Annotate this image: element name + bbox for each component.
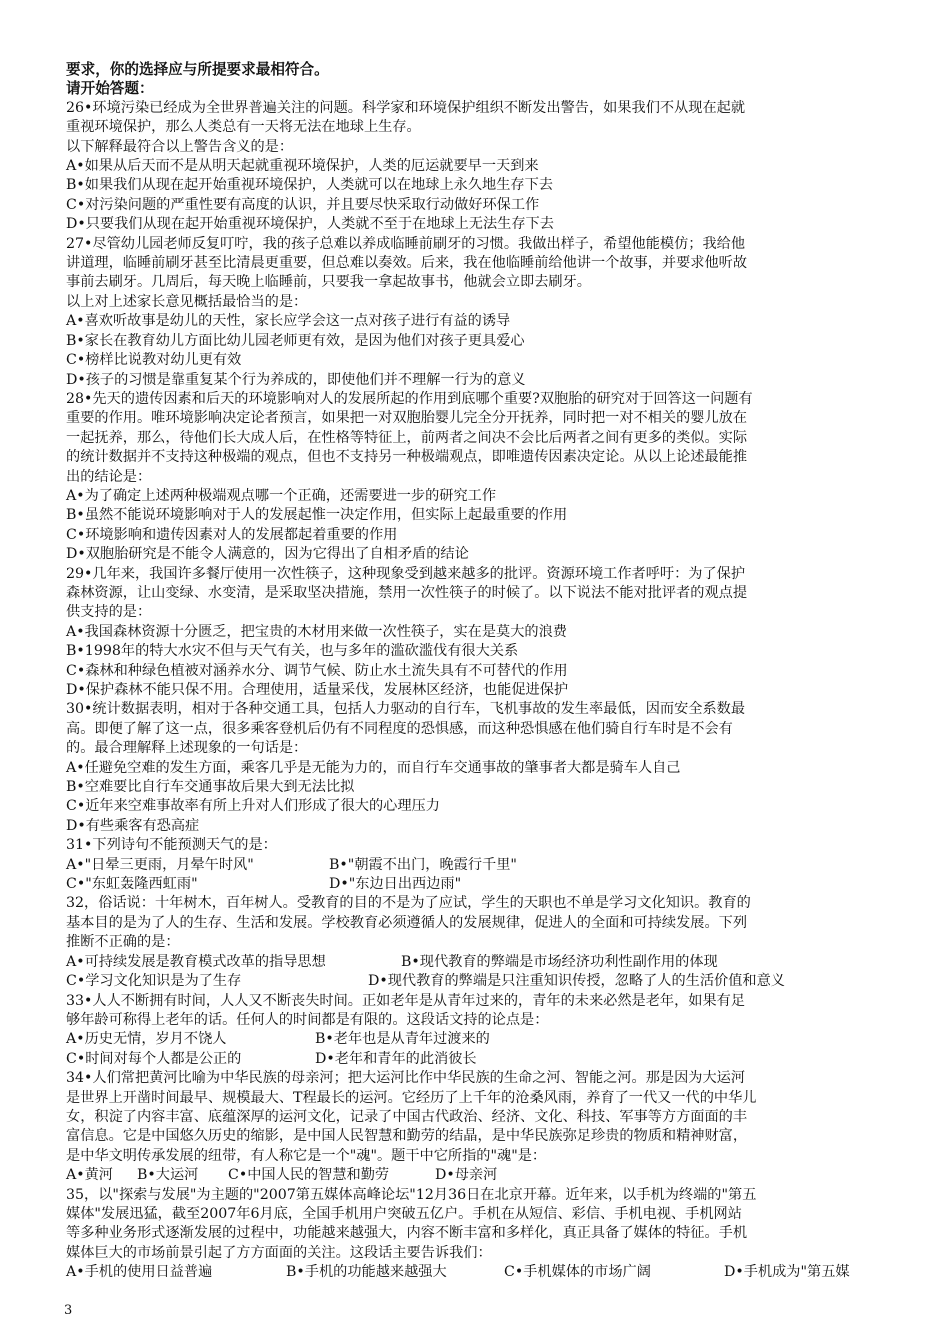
question-stem: 32，俗话说：十年树木，百年树人。受教育的目的不是为了应试，学生的天职也不单是学习文化知识。教育的	[66, 895, 751, 912]
question-stem: 27•尽管幼儿园老师反复叮咛，我的孩子总难以养成临睡前刷牙的习惯。我做出样子，希望他能模仿；我给他	[66, 235, 746, 252]
question-stem: 28•先天的遗传因素和后天的环境影响对人的发展所起的作用到底哪个重要?双胞胎的研究对于回答这一问题有	[66, 390, 753, 407]
question-stem: 33•人人不断拥有时间，人人又不断丧失时间。正如老年是从青年过来的，青年的未来必然是老年，如果有足	[66, 992, 746, 1009]
question-stem: 是中华文明传承发展的纽带，有人称它是一个"魂"。题干中它所指的"魂"是：	[66, 1147, 547, 1164]
question-stem: 事前去刷牙。几周后，每天晚上临睡前，只要我一拿起故事书，他就会立即去刷牙。	[66, 274, 591, 291]
option-c: C•环境影响和遗传因素对人的发展都起着重要的作用	[66, 526, 398, 543]
start-prompt: 请开始答题：	[66, 80, 154, 98]
question-stem: 重视环境保护，那么人类总有一天将无法在地球上生存。	[66, 119, 421, 136]
option-b: B•1998年的特大水灾不但与天气有关，也与多年的滥砍滥伐有很大关系	[66, 643, 519, 660]
question-stem: 高。即便了解了这一点，很多乘客登机后仍有不同程度的恐惧感，而这种恐惧感在他们骑自行车时是不会有	[66, 720, 733, 737]
options-row	[66, 1263, 888, 1282]
question-stem: 是世界上开凿时间最早、规模最大、T程最长的运河。它经历了上千年的沧桑风雨，养育了一代又一代的中华儿	[66, 1089, 757, 1106]
option-c: C•学习文化知识是为了生存	[66, 973, 242, 990]
question-29	[66, 565, 888, 701]
option-c: C•近年来空难事故率有所上升对人们形成了很大的心理压力	[66, 798, 440, 815]
question-stem: 基本目的是为了人的生存、生活和发展。学校教育必须遵循人的发展规律，促进人的全面和可持续发展。下列	[66, 914, 748, 931]
question-35	[66, 1186, 888, 1283]
option-a: A•喜欢听故事是幼儿的天性，家长应学会这一点对孩子进行有益的诱导	[66, 313, 511, 330]
question-stem: 35，以"探索与发展"为主题的"2007第五媒体高峰论坛"12月36日在北京开幕。近年来，以手机为终端的"第五	[66, 1186, 757, 1203]
question-stem: 的。最合理解释上述现象的一句话是：	[66, 740, 308, 757]
page-number: 3	[64, 1303, 73, 1318]
option-d: D•只要我们从现在起开始重视环境保护，人类就不至于在地球上无法生存下去	[66, 216, 554, 233]
question-stem: 出的结论是：	[66, 468, 152, 485]
option-b: B•虽然不能说环境影响对于人的发展起惟一决定作用，但实际上起最重要的作用	[66, 507, 568, 524]
question-stem: 34•人们常把黄河比喻为中华民族的母亲河；把大运河比作中华民族的生命之河、智能之河。那是因为大运河	[66, 1070, 746, 1087]
option-d: D•保护森林不能只保不用。合理使用，适量采伐，发展林区经济，也能促进保护	[66, 682, 569, 698]
option-b: B•空难要比自行车交通事故后果大到无法比拟	[66, 779, 355, 796]
options-row	[66, 1030, 888, 1049]
option-a: A•历史无情，岁月不饶人	[66, 1031, 227, 1048]
question-27	[66, 235, 888, 390]
question-stem: 够年龄可称得上老年的话。任何人的时间都是有限的。这段话文持的论点是：	[66, 1011, 549, 1028]
option-d: D•孩子的习惯是靠重复某个行为养成的，即使他们并不理解一行为的意义	[66, 371, 526, 388]
option-a: A•如果从后天而不是从明天起就重视环境保护，人类的厄运就要早一天到来	[66, 158, 539, 175]
option-a: A•为了确定上述两种极端观点哪一个正确，还需要进一步的研究工作	[66, 487, 497, 504]
question-32	[66, 894, 888, 991]
question-stem: 的统计数据并不支持这种极端的观点，但也不支持另一种极端观点，即唯遗传因素决定论。从以上论述最能推	[66, 449, 748, 466]
question-stem: 森林资源，让山变绿、水变清，是采取坚决措施，禁用一次性筷子的时候了。以下说法不能对批评者的观点提	[66, 584, 748, 601]
question-33	[66, 992, 888, 1070]
question-stem: 26•环境污染已经成为全世界普遍关注的问题。科学家和环境保护组织不断发出警告，如果我们不从现在起就	[66, 99, 746, 116]
question-stem: 媒体"发展迅猛，截至2007年6月底，全国手机用户突破五亿户。手机在从短信、彩信、手机电视、手机网站	[66, 1205, 742, 1222]
question-stem: 以上对上述家长意见概括最恰当的是：	[66, 293, 308, 310]
option-d: D•现代教育的弊端是只注重知识传授，忽略了人的生活价值和意义	[368, 973, 785, 990]
document-page	[66, 60, 888, 1283]
option-a: A•任避免空难的发生方面，乘客几乎是无能为力的，而自行车交通事故的肇事者大都是骑车人自己	[66, 759, 681, 776]
option-d: D•母亲河	[435, 1167, 498, 1184]
options-row	[66, 1166, 888, 1185]
option-c: C•时间对每个人都是公正的	[66, 1050, 242, 1067]
options-row	[66, 875, 888, 894]
option-a: A•手机的使用日益普遍	[66, 1264, 213, 1281]
option-c: C•手机媒体的市场广阔	[504, 1264, 651, 1281]
option-d: D•"东边日出西边雨"	[329, 876, 462, 893]
option-b: B•如果我们从现在起开始重视环境保护，人类就可以在地球上永久地生存下去	[66, 177, 553, 194]
option-d: D•双胞胎研究是不能令人满意的，因为它得出了自相矛盾的结论	[66, 546, 469, 563]
question-stem: 重要的作用。唯环境影响决定论者预言，如果把一对双胞胎婴儿完全分开抚养，同时把一对不相关的婴儿放在	[66, 410, 748, 427]
option-b: B•大运河	[137, 1167, 199, 1184]
options-row	[66, 953, 888, 972]
option-c: C•中国人民的智慧和勤劳	[228, 1167, 390, 1184]
option-c: C•"东虹轰隆西虹雨"	[66, 876, 198, 893]
question-stem: 女，积淀了内容丰富、底蕴深厚的运河文化，记录了中国古代政治、经济、文化、科技、军事等方方面面的丰	[66, 1108, 748, 1125]
option-b: B•"朝霞不出门，晚霞行千里"	[329, 856, 517, 873]
question-stem: 30•统计数据表明，相对于各种交通工具，包括人力驱动的自行车，飞机事故的发生率最低，因而安全系数最	[66, 701, 746, 718]
option-d: D•有些乘客有恐高症	[66, 817, 200, 834]
option-c: C•榜样比说教对幼儿更有效	[66, 352, 242, 369]
option-a: A•"日晕三更雨，月晕午时风"	[66, 856, 254, 873]
question-stem: 以下解释最符合以上警告含义的是：	[66, 138, 294, 155]
options-row	[66, 856, 888, 875]
question-30	[66, 700, 888, 836]
question-stem: 29•几年来，我国许多餐厅使用一次性筷子，这种现象受到越来越多的批评。资源环境工作者呼吁：为了保护	[66, 565, 746, 582]
question-stem: 推断不正确的是：	[66, 934, 180, 951]
option-b: B•现代教育的弊端是市场经济功利性副作用的体现	[401, 953, 718, 970]
option-d: D•手机成为"第五媒	[724, 1264, 850, 1281]
question-stem: 供支持的是：	[66, 604, 152, 621]
options-row	[66, 1050, 888, 1069]
option-c: C•森林和种绿色植被对涵养水分、调节气候、防止水土流失具有不可替代的作用	[66, 662, 568, 679]
options-row	[66, 972, 888, 991]
question-28	[66, 390, 888, 565]
question-stem: 31•下列诗句不能预测天气的是：	[66, 837, 277, 854]
question-stem: 讲道理，临睡前刷牙甚至比清晨更重要，但总难以奏效。后来，我在他临睡前给他讲一个故事，并要求他听故	[66, 255, 748, 272]
option-a: A•我国森林资源十分匮乏，把宝贵的木材用来做一次性筷子，实在是莫大的浪费	[66, 623, 567, 640]
question-26	[66, 99, 888, 235]
question-34	[66, 1069, 888, 1185]
option-b: B•家长在教育幼儿方面比幼儿园老师更有效，是因为他们对孩子更具爱心	[66, 332, 525, 349]
question-stem: 富信息。它是中国悠久历史的缩影，是中国人民智慧和勤劳的结晶，是中华民族弥足珍贵的物质和精神财富，	[66, 1128, 748, 1145]
option-c: C•对污染问题的严重性要有高度的认识，并且要尽快采取行动做好环保工作	[66, 196, 540, 213]
instruction-text: 要求，你的选择应与所提要求最相符合。	[66, 61, 329, 78]
option-b: B•手机的功能越来越强大	[286, 1264, 447, 1281]
option-a: A•可持续发展是教育模式改革的指导思想	[66, 953, 326, 970]
option-a: A•黄河	[66, 1167, 113, 1184]
option-b: B•老年也是从青年过渡来的	[315, 1031, 490, 1048]
option-d: D•老年和青年的此消彼长	[315, 1050, 477, 1067]
question-stem: 一起抚养，那么，待他们长大成人后，在性格等特征上，前两者之间决不会比后两者之间有更多的类似。实际	[66, 429, 748, 446]
question-stem: 等多种业务形式逐渐发展的过程中，功能越来越强大，内容不断丰富和多样化，真正具备了媒体的特征。手机	[66, 1225, 748, 1242]
question-31	[66, 836, 888, 894]
question-stem: 媒体巨大的市场前景引起了方方面面的关注。这段话主要告诉我们：	[66, 1244, 492, 1261]
